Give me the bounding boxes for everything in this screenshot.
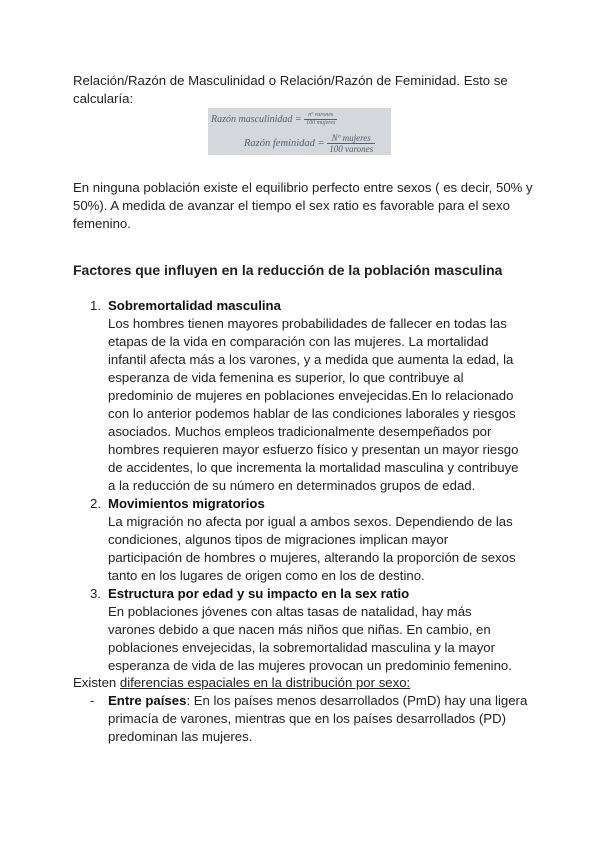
item-body: La migración no afecta por igual a ambos sexos. Dependiendo de las condiciones, algunos tipos de migraciones implican mayor participación de hombres o mujeres, alterando la proporción de sexos tanto en los lugares de origen como en los de destino. bbox=[108, 514, 516, 583]
bullet-dash: - bbox=[90, 693, 95, 708]
factors-list bbox=[90, 297, 522, 675]
masculinity-denominator: 100 mujeres bbox=[306, 120, 336, 126]
bullet-item bbox=[90, 692, 540, 746]
item-title: Sobremortalidad masculina bbox=[108, 298, 281, 313]
femininity-fraction bbox=[327, 133, 375, 154]
femininity-label: Razón feminidad = bbox=[244, 137, 325, 149]
femininity-formula bbox=[244, 133, 375, 154]
list-item bbox=[90, 495, 522, 585]
spatial-differences-line bbox=[73, 674, 410, 692]
femininity-denominator: 100 varones bbox=[329, 144, 374, 154]
list-item bbox=[90, 297, 522, 495]
bullet-body: : En los países menos desarrollados (PmD) hay una ligera primacía de varones, mientras que en los países desarrollados (PD) predominan las mujeres. bbox=[108, 693, 528, 744]
existen-prefix: Existen bbox=[73, 675, 120, 690]
bullet-title: Entre países bbox=[108, 693, 187, 708]
equilibrium-paragraph: En ninguna población existe el equilibrio perfecto entre sexos ( es decir, 50% y 50%). A medida de avanzar el tiempo el sex ratio es favorable para el sexo femenino. bbox=[73, 180, 533, 231]
intro-paragraph: Relación/Razón de Masculinidad o Relación/Razón de Feminidad. Esto se calcularía: bbox=[73, 73, 508, 106]
item-number: 2. bbox=[90, 496, 101, 511]
masculinity-numerator: nº varones bbox=[304, 112, 337, 120]
femininity-numerator: Nº mujeres bbox=[327, 133, 375, 144]
section-heading: Factores que influyen en la reducción de la población masculina bbox=[73, 262, 503, 278]
formula-image bbox=[208, 108, 391, 155]
item-body: Los hombres tienen mayores probabilidades de fallecer en todas las etapas de la vida en comparación con las mujeres. La mortalidad infantil afecta más a los varones, y a medida que aumenta la edad, la esperanza de vida femenina es superior, lo que contribuye al predominio de mujeres en poblaciones envejecidas.En lo relacionado con lo anterior podemos hablar de las condiciones laborales y riesgos asociados. Muchos empleos tradicionalmente desempeñados por hombres requieren mayor esfuerzo físico y presentan un mayor riesgo de accidentes, lo que incrementa la mortalidad masculina y contribuye a la reducción de su número en determinados grupos de edad. bbox=[108, 316, 519, 493]
item-body: En poblaciones jóvenes con altas tasas de natalidad, hay más varones debido a que nacen más niños que niñas. En cambio, en poblaciones envejecidas, la sobremortalidad masculina y la mayor esperanza de vida de las mujeres provocan un predominio femenino. bbox=[108, 604, 512, 673]
item-title: Estructura por edad y su impacto en la sex ratio bbox=[108, 586, 410, 601]
item-title: Movimientos migratorios bbox=[108, 496, 265, 511]
masculinity-formula bbox=[211, 112, 337, 127]
masculinity-fraction bbox=[304, 112, 337, 127]
item-number: 3. bbox=[90, 586, 101, 601]
item-number: 1. bbox=[90, 298, 101, 313]
list-item bbox=[90, 585, 522, 675]
masculinity-label: Razón masculinidad = bbox=[211, 113, 302, 125]
existen-underlined: diferencias espaciales en la distribución por sexo: bbox=[119, 675, 411, 690]
